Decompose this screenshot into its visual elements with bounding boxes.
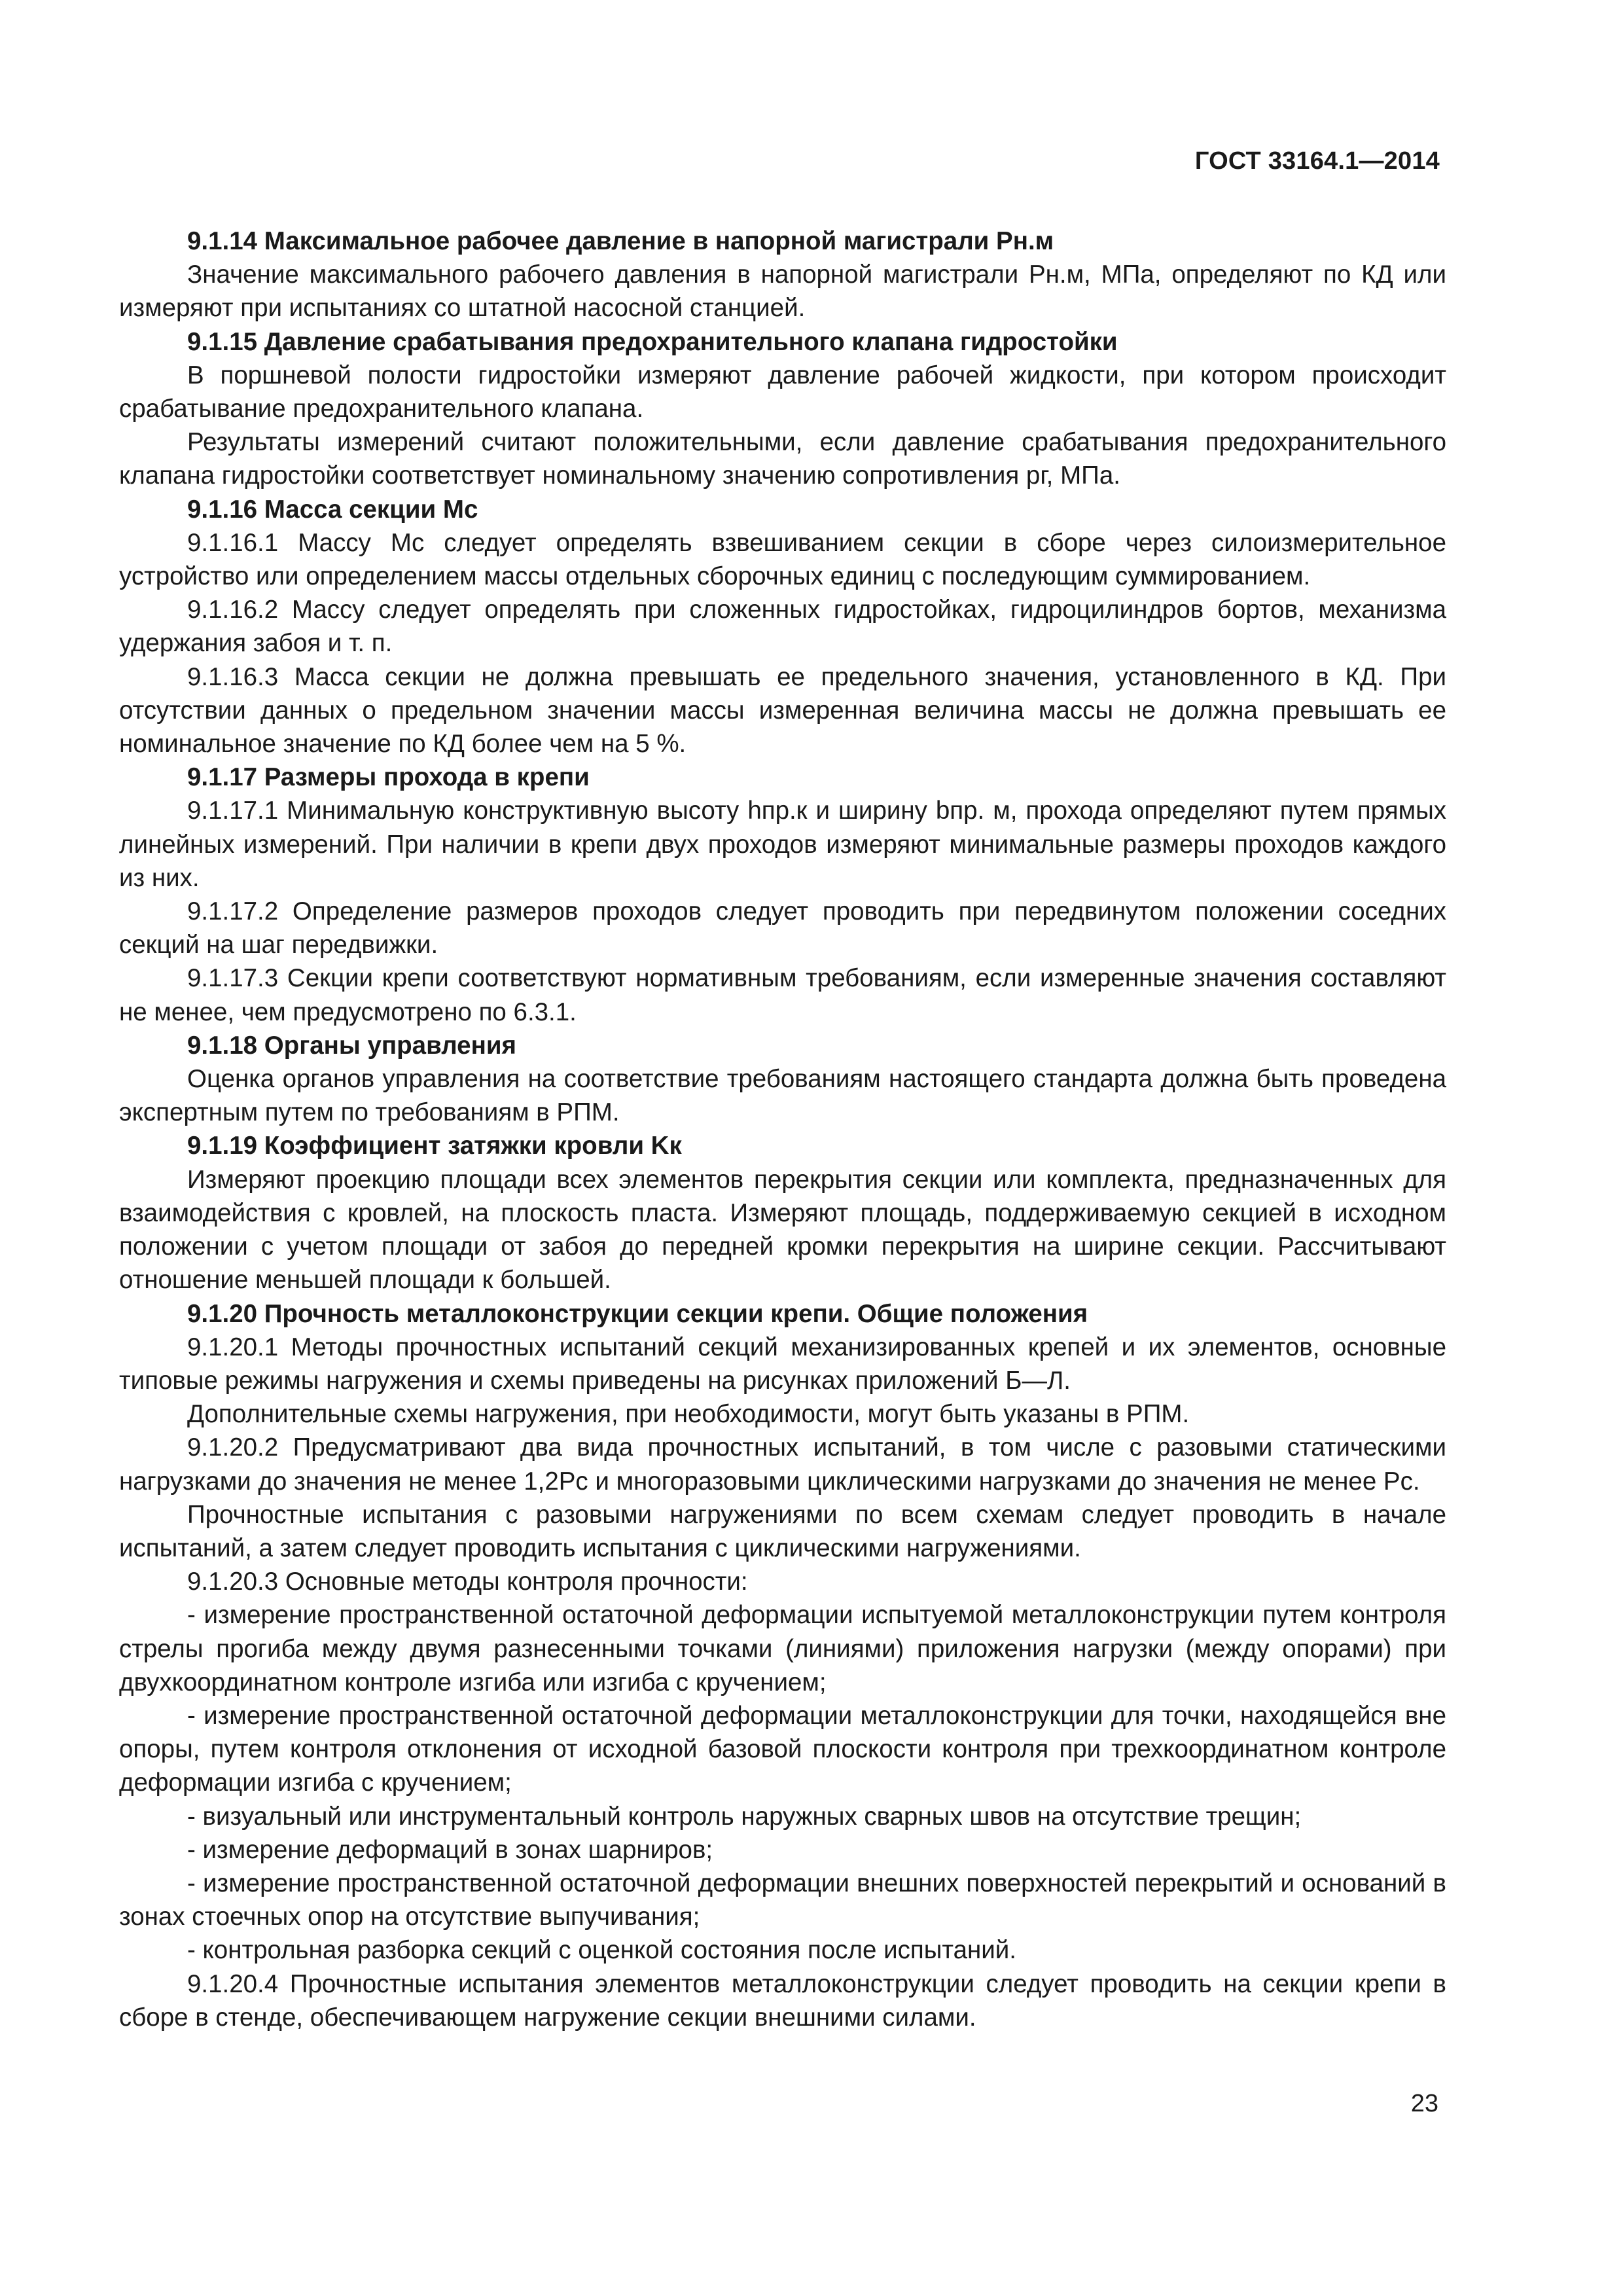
section-heading: 9.1.17 Размеры прохода в крепи <box>187 763 590 792</box>
paragraph: 9.1.20.1 Методы прочностных испытаний секций механизированных крепей и их элементов, основные типовые режимы нагружения и схемы приведены на рисунках приложений Б—Л. <box>119 1333 1446 1395</box>
section-heading: 9.1.18 Органы управления <box>187 1031 516 1060</box>
paragraph: 9.1.16.2 Массу следует определять при сложенных гидростойках, гидроцилиндров бортов, механизма удержания забоя и т. п. <box>119 596 1446 658</box>
document-header: ГОСТ 33164.1—2014 <box>1194 147 1440 175</box>
section-heading: 9.1.15 Давление срабатывания предохранительного клапана гидростойки <box>187 327 1118 356</box>
paragraph: 9.1.20.2 Предусматривают два вида прочностных испытаний, в том числе с разовыми статическими нагрузками до значения не менее 1,2Pс и многоразовыми циклическими нагрузками до значения не менее Pс. <box>119 1433 1446 1496</box>
paragraph: В поршневой полости гидростойки измеряют давление рабочей жидкости, при котором происходит срабатывание предохранительного клапана. <box>119 361 1446 423</box>
section-heading: 9.1.19 Коэффициент затяжки кровли Kк <box>187 1132 682 1160</box>
paragraph: Результаты измерений считают положительными, если давление срабатывания предохранительного клапана гидростойки соответствует номинальному значению сопротивления pг, МПа. <box>119 428 1446 490</box>
paragraph: 9.1.20.4 Прочностные испытания элементов металлоконструкции следует проводить на секции крепи в сборе в стенде, обеспечивающем нагружение секции внешними силами. <box>119 1969 1446 2032</box>
paragraph: Измеряют проекцию площади всех элементов перекрытия секции или комплекта, предназначенных для взаимодействия с кровлей, на плоскость пласта. Измеряют площадь, поддерживаемую секцией в исходном положении с учетом площади от забоя до передней кромки перекрытия на ширине секции. Рассчитывают отношение меньшей площади к большей. <box>119 1165 1446 1295</box>
paragraph: 9.1.16.1 Массу Mс следует определять взвешиванием секции в сборе через силоизмерительное устройство или определением массы отдельных сборочных единиц с последующим суммированием. <box>119 528 1446 591</box>
paragraph: Дополнительные схемы нагружения, при необходимости, могут быть указаны в РПМ. <box>187 1400 1190 1429</box>
paragraph: - визуальный или инструментальный контроль наружных сварных швов на отсутствие трещин; <box>187 1802 1302 1831</box>
paragraph: 9.1.17.2 Определение размеров проходов следует проводить при передвинутом положении соседних секций на шаг передвижки. <box>119 897 1446 960</box>
section-heading: 9.1.14 Максимальное рабочее давление в напорной магистрали Pн.м <box>187 227 1054 255</box>
page-number: 23 <box>1410 2090 1438 2117</box>
document-body <box>119 224 1446 2034</box>
paragraph: - контрольная разборка секций с оценкой состояния после испытаний. <box>187 1936 1016 1965</box>
paragraph: 9.1.17.3 Секции крепи соответствуют нормативным требованиям, если измеренные значения составляют не менее, чем предусмотрено по 6.3.1. <box>119 964 1446 1026</box>
paragraph: 9.1.20.3 Основные методы контроля прочности: <box>187 1568 748 1596</box>
paragraph: Значение максимального рабочего давления в напорной магистрали Pн.м, МПа, определяют по КД или измеряют при испытаниях со штатной насосной станцией. <box>119 260 1446 323</box>
paragraph: - измерение пространственной остаточной деформации испытуемой металлоконструкции путем контроля стрелы прогиба между двумя разнесенными точками (линиями) приложения нагрузки (между опорами) при двухкоординатном контроле изгиба или изгиба с кручением; <box>119 1601 1446 1696</box>
section-heading: 9.1.16 Масса секции Mс <box>187 495 478 524</box>
paragraph: Оценка органов управления на соответствие требованиям настоящего стандарта должна быть проведена экспертным путем по требованиям в РПМ. <box>119 1065 1446 1127</box>
paragraph: - измерение деформаций в зонах шарниров; <box>187 1835 713 1864</box>
section-heading: 9.1.20 Прочность металлоконструкции секции крепи. Общие положения <box>187 1299 1088 1328</box>
paragraph: 9.1.17.1 Минимальную конструктивную высоту hпр.к и ширину bпр. м, прохода определяют путем прямых линейных измерений. При наличии в крепи двух проходов измеряют минимальные размеры проходов каждого из них. <box>119 797 1446 892</box>
paragraph: 9.1.16.3 Масса секции не должна превышать ее предельного значения, установленного в КД. При отсутствии данных о предельном значении массы измеренная величина массы не должна превышать ее номинальное значение по КД более чем на 5 %. <box>119 662 1446 759</box>
paragraph: Прочностные испытания с разовыми нагружениями по всем схемам следует проводить в начале испытаний, а затем следует проводить испытания с циклическими нагружениями. <box>119 1500 1446 1562</box>
paragraph: - измерение пространственной остаточной деформации металлоконструкции для точки, находящейся вне опоры, путем контроля отклонения от исходной базовой плоскости контроля при трехкоординатном контроле деформации изгиба с кручением; <box>119 1701 1446 1797</box>
paragraph: - измерение пространственной остаточной деформации внешних поверхностей перекрытий и оснований в зонах стоечных опор на отсутствие выпучивания; <box>119 1869 1446 1931</box>
